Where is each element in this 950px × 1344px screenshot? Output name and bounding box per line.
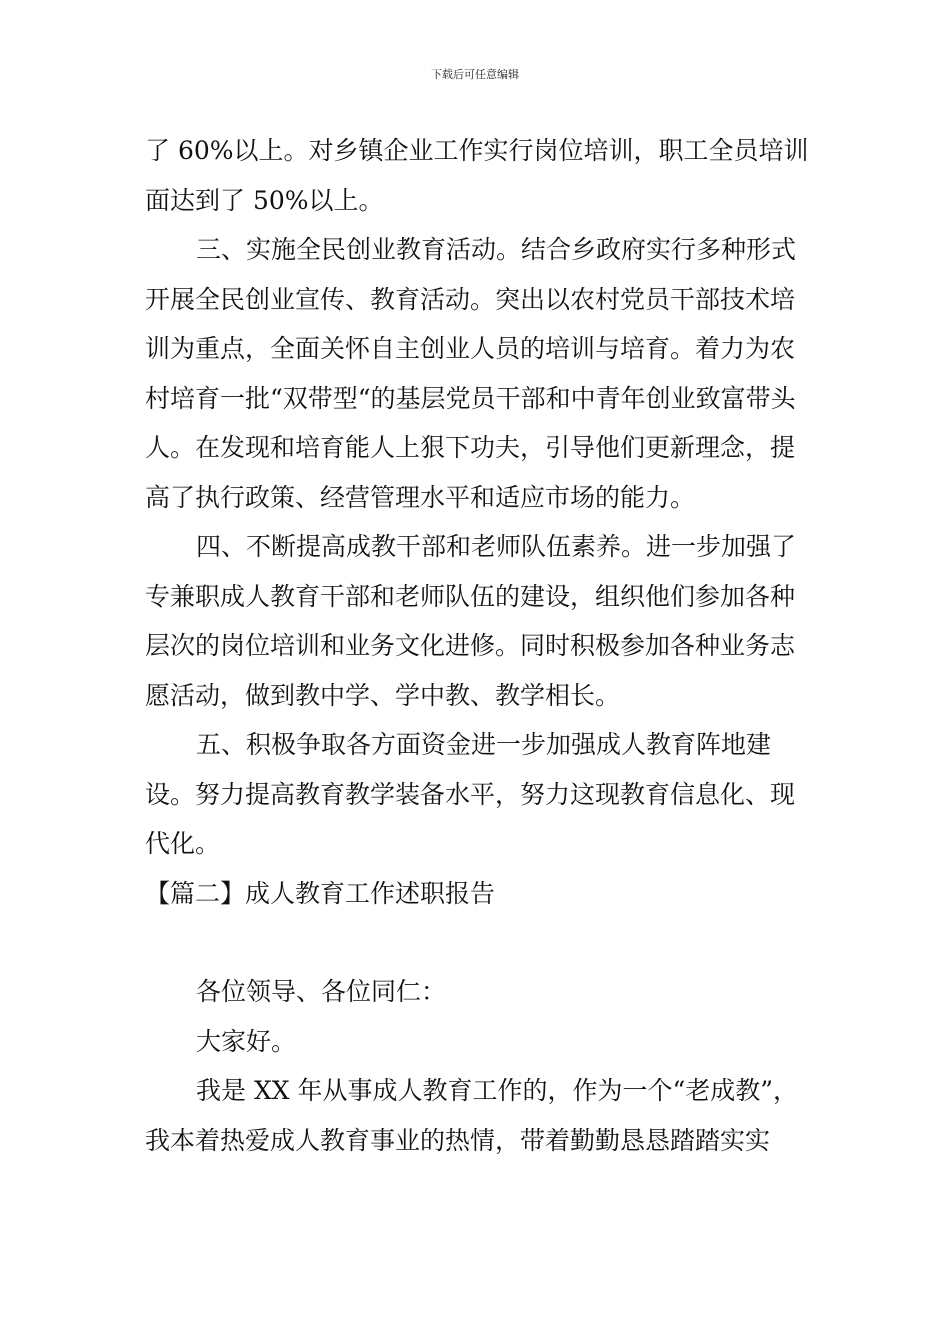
blank-line: [145, 918, 815, 967]
paragraph-section-four: 四、不断提高成教干部和老师队伍素养。进一步加强了专兼职成人教育干部和老师队伍的建设，组织他们参加各种层次的岗位培训和业务文化进修。同时积极参加各种业务志愿活动，做到教中学、学中教、教学相长。: [145, 532, 797, 710]
paragraph-section-five: 五、积极争取各方面资金进一步加强成人教育阵地建设。努力提高教育教学装备水平，努力这现教育信息化、现代化。: [145, 730, 796, 858]
salutation: 各位领导、各位同仁：: [196, 977, 447, 1006]
document-body: [145, 126, 815, 1165]
paragraph-section-three: 三、实施全民创业教育活动。结合乡政府实行多种形式开展全民创业宣传、教育活动。突出以农村党员干部技术培训为重点，全面关怀自主创业人员的培训与培育。着力为农村培育一批“双带型“的基层党员干部和中青年创业致富带头人。在发现和培育能人上狠下功夫，引导他们更新理念，提高了执行政策、经营管理水平和适应市场的能力。: [145, 235, 797, 512]
paragraph-intro: 我是 XX 年从事成人教育工作的，作为一个“老成教”，我本着热爱成人教育事业的热情，带着勤勤恳恳踏踏实实: [145, 1076, 799, 1155]
page-header-note: 下载后可任意编辑: [431, 68, 519, 81]
section-title: 【篇二】成人教育工作述职报告: [145, 878, 496, 908]
paragraph-continuation: 了 60%以上。对乡镇企业工作实行岗位培训，职工全员培训面达到了 50%以上。: [145, 136, 809, 215]
greeting: 大家好。: [196, 1026, 297, 1056]
